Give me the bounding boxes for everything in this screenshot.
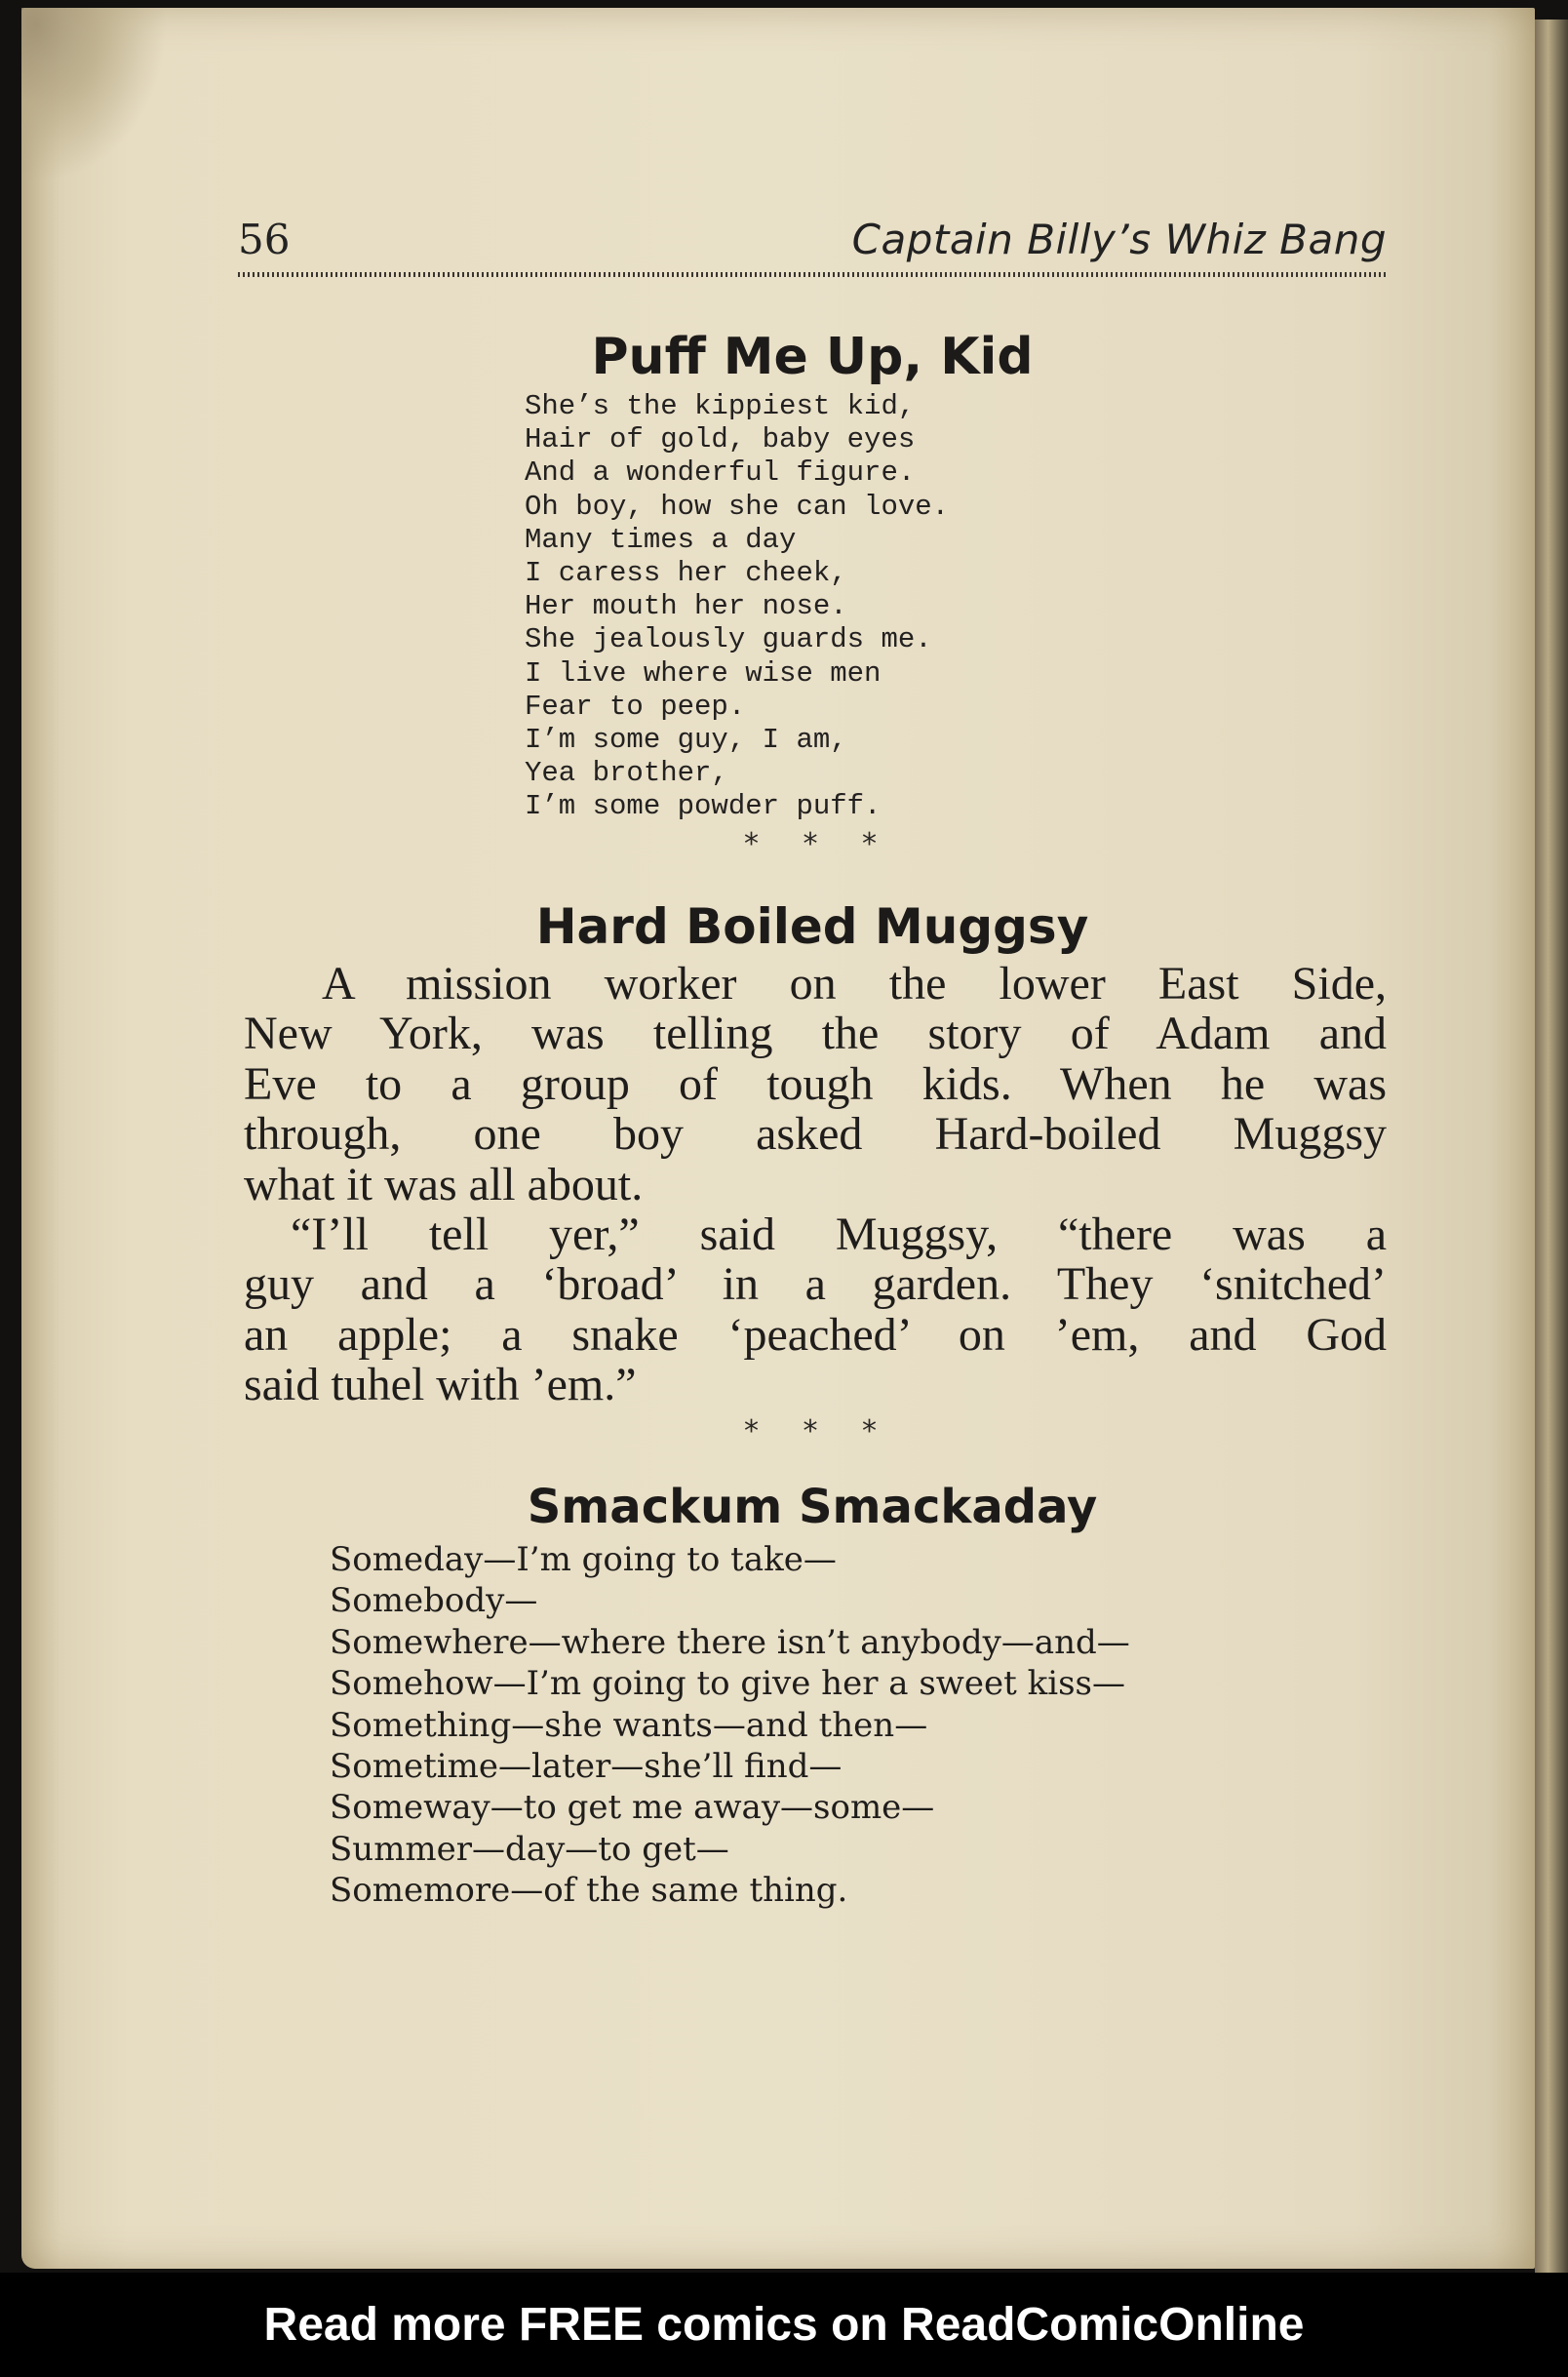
poem-line: I’m some powder puff.: [525, 790, 882, 823]
story-line: what it was all about.: [244, 1158, 644, 1210]
poem-line: Fear to peep.: [525, 690, 746, 723]
poem-line: I live where wise men: [525, 656, 882, 690]
header-rule: [238, 272, 1387, 277]
running-title: Captain Billy’s Whiz Bang: [851, 216, 1387, 263]
promo-banner: Read more FREE comics on ReadComicOnline: [0, 2273, 1568, 2377]
title-smackum-smackaday: Smackum Smackaday: [527, 1480, 1098, 1534]
story-hard-boiled-muggsy: [244, 959, 1387, 1410]
story-line: said tuhel with ’em.”: [244, 1359, 637, 1411]
poem-puff-me-up-kid: [525, 390, 949, 824]
poem-line: And a wonderful figure.: [525, 456, 916, 490]
poem-line: Someday—I’m going to take—: [330, 1540, 837, 1579]
page-number: 56: [238, 216, 291, 263]
story-line: through, one boy asked Hard-boiled Muggsy: [244, 1108, 1387, 1161]
worn-corner: [21, 8, 168, 183]
title-hard-boiled-muggsy: Hard Boiled Muggsy: [535, 898, 1089, 955]
story-line: guy and a ‘broad’ in a garden. They ‘snitched’: [244, 1258, 1387, 1311]
poem-line: She’s the kippiest kid,: [525, 390, 916, 422]
story-line: an apple; a snake ‘peached’ on ’em, and God: [244, 1308, 1387, 1361]
poem-line: I caress her cheek,: [525, 557, 847, 590]
poem-line: Somemore—of the same thing.: [330, 1871, 848, 1911]
section-separator: * * *: [743, 827, 882, 861]
story-line: “I’ll tell yer,” said Muggsy, “there was a: [291, 1208, 1387, 1261]
poem-smackum-smackaday: [330, 1539, 1130, 1912]
story-line: Eve to a group of tough kids. When he was: [244, 1057, 1387, 1110]
poem-line: Summer—day—to get—: [330, 1829, 729, 1869]
title-puff-me-up-kid: Puff Me Up, Kid: [591, 328, 1034, 386]
section-separator: * * *: [743, 1414, 882, 1448]
poem-line: Yea brother,: [525, 757, 728, 790]
story-line: A mission worker on the lower East Side,: [322, 958, 1387, 1010]
poem-line: Somebody—: [330, 1581, 538, 1621]
poem-line: Sometime—later—she’ll find—: [330, 1747, 843, 1787]
poem-line: Somewhere—where there isn’t anybody—and—: [330, 1622, 1130, 1662]
poem-line: Somehow—I’m going to give her a sweet kiss—: [330, 1664, 1125, 1704]
page-header: [238, 211, 1387, 269]
poem-line: Many times a day: [525, 523, 797, 556]
poem-line: Someway—to get me away—some—: [330, 1788, 935, 1828]
story-line: New York, was telling the story of Adam and: [244, 1008, 1387, 1060]
poem-line: She jealously guards me.: [525, 623, 932, 656]
adjacent-page-edge: [1535, 20, 1568, 2273]
poem-line: I’m some guy, I am,: [525, 724, 847, 757]
poem-line: Her mouth her nose.: [525, 590, 847, 623]
poem-line: Something—she wants—and then—: [330, 1705, 928, 1745]
poem-line: Hair of gold, baby eyes: [525, 423, 916, 456]
poem-line: Oh boy, how she can love.: [525, 490, 950, 523]
